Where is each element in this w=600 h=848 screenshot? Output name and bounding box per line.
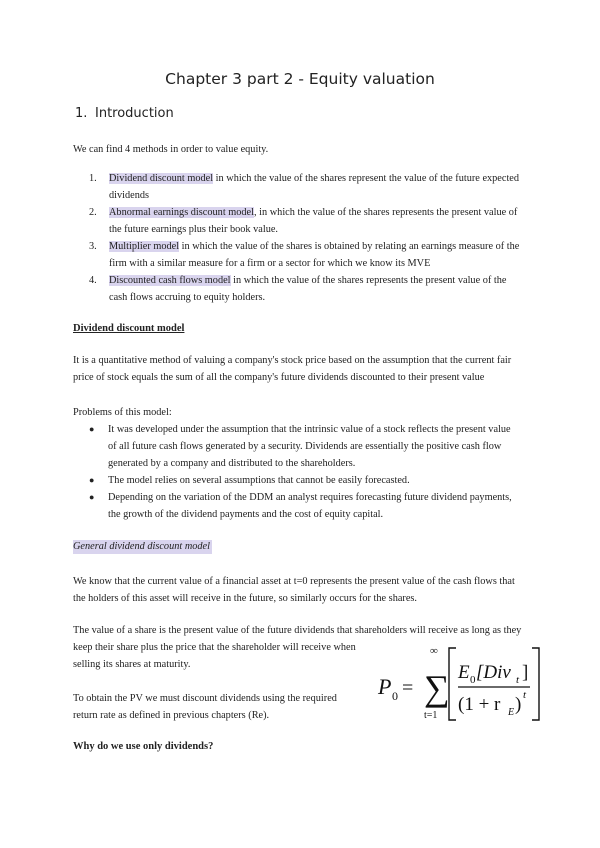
method-number: 4. [89, 275, 97, 286]
share-value-line1: The value of a share is the present value of the future dividends that shareholders will receive as long as they [73, 625, 522, 636]
formula-num-div-sub: t [516, 674, 520, 686]
formula-sum-lower: t=1 [424, 710, 438, 721]
problem-item [73, 421, 543, 472]
general-ddm-heading: General dividend discount model [73, 541, 210, 552]
formula-num-div: [Div [476, 662, 511, 683]
bullet-icon: ● [89, 475, 95, 485]
problem-line: of all future cash flows generated by a security. Dividends are essentially the positive cash flow [108, 441, 502, 452]
ddm-formula [372, 636, 544, 722]
formula-den-close: ) [515, 694, 522, 715]
formula-lhs-sub: 0 [392, 689, 398, 703]
ddm-def-line1: It is a quantitative method of valuing a company's stock price based on the assumption that the current fair [73, 355, 512, 366]
pv-line2: return rate as defined in previous chapters (Re). [73, 710, 270, 721]
section-heading-introduction [75, 106, 174, 121]
method-desc-line2: firm with a similar measure for a firm or a sector for which we know its MVE [109, 258, 431, 269]
formula-lhs: P [378, 674, 392, 699]
current-value-line2: the holders of this asset will receive in the future, so similarly occurs for the shares. [73, 593, 417, 604]
method-desc-line1: , in which the value of the shares represents the present value of [254, 207, 518, 218]
share-value-line2: keep their share plus the price that the shareholder will receive when [73, 642, 356, 653]
left-bracket-icon [449, 648, 456, 720]
method-name: Discounted cash flows model [109, 275, 231, 286]
bullet-icon: ● [89, 492, 95, 502]
formula-den-exp: t [523, 689, 527, 701]
heading-number: 1. [75, 106, 88, 121]
formula-equals: = [402, 677, 414, 699]
method-name: Abnormal earnings discount model [109, 207, 254, 218]
ddm-definition [73, 352, 511, 386]
problem-line: generated by a company and distributed to the shareholders. [108, 458, 356, 469]
formula-sigma: ∑ [424, 668, 450, 708]
formula-sum-upper: ∞ [430, 645, 438, 657]
page-title: Chapter 3 part 2 - Equity valuation [165, 70, 435, 88]
formula-den-open: (1 + r [458, 694, 501, 715]
problem-item [73, 472, 543, 489]
ddm-def-line2: price of stock equals the sum of all the company's future dividends discounted to their present value [73, 372, 485, 383]
method-number: 1. [89, 173, 97, 184]
problem-line: The model relies on several assumptions that cannot be easily forecasted. [108, 475, 410, 486]
method-desc-line2: the future earnings plus their book value. [109, 224, 278, 235]
formula-den-sub: E [508, 707, 515, 718]
pv-line1: To obtain the PV we must discount dividends using the required [73, 693, 337, 704]
problem-line: It was developed under the assumption that the intrinsic value of a stock reflects the present value [108, 424, 511, 435]
problem-line: Depending on the variation of the DDM an analyst requires forecasting future dividend payments, [108, 492, 512, 503]
method-name: Multiplier model [109, 241, 180, 252]
formula-num-E: E [458, 662, 470, 683]
method-name: Dividend discount model [109, 173, 214, 184]
method-desc-line2: cash flows accruing to equity holders. [109, 292, 266, 303]
ddm-heading: Dividend discount model [73, 323, 185, 334]
method-item [73, 238, 543, 272]
bullet-icon: ● [89, 424, 95, 434]
problem-item [73, 489, 543, 523]
method-item [73, 170, 543, 204]
current-value-line1: We know that the current value of a financial asset at t=0 represents the present value of the cash flows that [73, 576, 515, 587]
share-value-line3: selling its shares at maturity. [73, 659, 191, 670]
current-value-paragraph [73, 573, 515, 607]
problems-intro: Problems of this model: [73, 407, 172, 418]
formula-num-close: ] [522, 662, 529, 683]
formula-num-E-sub: 0 [470, 674, 476, 686]
why-dividends-heading: Why do we use only dividends? [73, 741, 214, 752]
method-item [73, 272, 543, 306]
pv-paragraph [73, 690, 337, 724]
method-number: 2. [89, 207, 97, 218]
method-desc-line1: in which the value of the shares represent the value of the future expected [213, 173, 520, 184]
intro-paragraph: We can find 4 methods in order to value equity. [73, 144, 269, 155]
heading-text: Introduction [95, 106, 174, 121]
right-bracket-icon [532, 648, 539, 720]
method-desc-line1: in which the value of the shares is obtained by relating an earnings measure of the [179, 241, 520, 252]
method-item [73, 204, 543, 238]
methods-list [73, 170, 543, 306]
problems-list [73, 421, 543, 523]
method-number: 3. [89, 241, 97, 252]
problem-line: the growth of the dividend payments and the cost of equity capital. [108, 509, 384, 520]
method-desc-line2: dividends [109, 190, 150, 201]
method-desc-line1: in which the value of the shares represents the present value of the [230, 275, 507, 286]
